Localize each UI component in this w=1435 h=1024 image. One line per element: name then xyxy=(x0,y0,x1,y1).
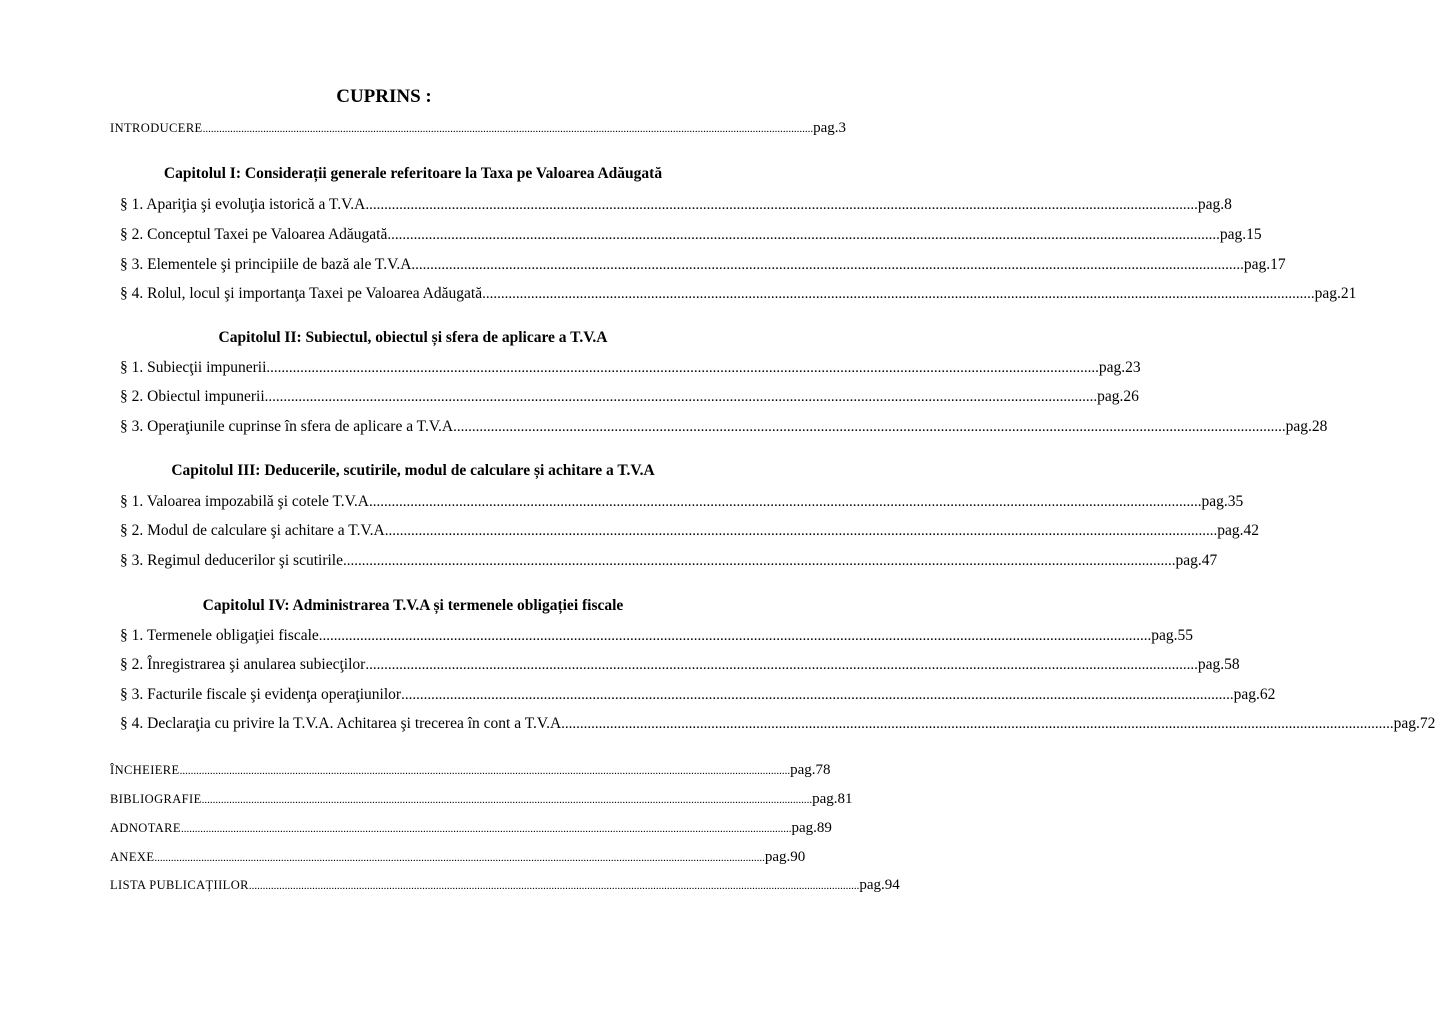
chapter-title-2: Capitolul II: Subiectul, obiectul și sfera de aplicare a T.V.A xyxy=(218,329,608,346)
toc-entry-label: § 4. Rolul, locul şi importanţa Taxei pe Valoarea Adăugată xyxy=(120,285,483,302)
dot-leader: .............................................................................................................................................................................................................................. xyxy=(368,494,1202,510)
toc-entry-label: § 2. Obiectul impunerii xyxy=(120,388,265,405)
dot-leader: .............................................................................................................................................................................................................................. xyxy=(365,197,1198,213)
dot-leader: .............................................................................................................................................................................................................................. xyxy=(264,389,1098,405)
toc-entry-label: § 2. Modul de calculare şi achitare a T.V.A xyxy=(120,522,385,539)
toc-entry-label: INTRODUCERE xyxy=(110,121,203,135)
dot-leader: .............................................................................................................................................................................................................................. xyxy=(154,852,765,864)
chapter-title-3: Capitolul III: Deducerile, scutirile, modul de calculare și achitare a T.V.A xyxy=(171,462,655,479)
toc-entry-label: § 1. Valoarea impozabilă şi cotele T.V.A xyxy=(120,493,369,510)
toc-entry-lista-publicatiilor[interactable] xyxy=(110,877,900,894)
toc-entry-label: § 1. Subiecţii impunerii xyxy=(120,359,267,376)
toc-entry-2-3[interactable] xyxy=(120,418,1328,436)
toc-entry-4-2[interactable] xyxy=(120,656,1240,674)
toc-entry-label: LISTA PUBLICAȚIILOR xyxy=(110,878,249,892)
dot-leader: .............................................................................................................................................................................................................................. xyxy=(248,880,860,892)
dot-leader: .............................................................................................................................................................................................................................. xyxy=(266,360,1099,376)
toc-entry-page: pag.90 xyxy=(764,849,806,865)
toc-entry-4-3[interactable] xyxy=(120,686,1276,704)
toc-entry-page: pag.3 xyxy=(813,120,847,136)
dot-leader: .............................................................................................................................................................................................................................. xyxy=(201,794,813,806)
toc-entry-bibliografie[interactable] xyxy=(110,791,853,808)
dot-leader: .............................................................................................................................................................................................................................. xyxy=(561,716,1394,732)
toc-entry-label: ADNOTARE xyxy=(110,821,181,835)
toc-entry-page: pag.78 xyxy=(790,762,831,778)
toc-entry-label: § 1. Apariţia şi evoluţia istorică a T.V.A xyxy=(120,196,366,213)
toc-entry-1-4[interactable] xyxy=(120,285,1357,303)
toc-entry-page: pag.21 xyxy=(1314,285,1357,302)
chapter-title-1: Capitolul I: Considerații generale referitoare la Taxa pe Valoarea Adăugată xyxy=(163,165,663,182)
toc-entry-label: ANEXE xyxy=(110,850,155,864)
dot-leader: .............................................................................................................................................................................................................................. xyxy=(482,286,1315,302)
toc-entry-page: pag.35 xyxy=(1201,493,1244,510)
toc-entry-page: pag.23 xyxy=(1098,359,1141,376)
toc-entry-page: pag.8 xyxy=(1197,196,1232,213)
toc-entry-label: § 3. Facturile fiscale şi evidenţa operaţiunilor xyxy=(120,686,402,703)
toc-entry-4-1[interactable] xyxy=(120,627,1194,645)
chapter-title-4: Capitolul IV: Administrarea T.V.A și termenele obligației fiscale xyxy=(202,597,624,614)
dot-leader: .............................................................................................................................................................................................................................. xyxy=(318,628,1152,644)
toc-entry-page: pag.94 xyxy=(859,877,900,893)
page-title: CUPRINS : xyxy=(336,86,432,107)
toc-entry-introducere[interactable] xyxy=(110,120,847,137)
toc-entry-page: pag.81 xyxy=(812,791,853,807)
toc-entry-label: § 3. Regimul deducerilor şi scutirile xyxy=(120,552,343,569)
toc-entry-adnotare[interactable] xyxy=(110,820,832,837)
toc-entry-label: § 3. Elementele şi principiile de bază ale T.V.A xyxy=(120,256,412,273)
dot-leader: .............................................................................................................................................................................................................................. xyxy=(411,257,1244,273)
toc-entry-page: pag.17 xyxy=(1243,256,1286,273)
toc-entry-1-1[interactable] xyxy=(120,196,1232,214)
toc-entry-2-2[interactable] xyxy=(120,388,1139,406)
dot-leader: .............................................................................................................................................................................................................................. xyxy=(202,123,814,135)
toc-entry-page: pag.58 xyxy=(1197,656,1240,673)
toc-entry-page: pag.55 xyxy=(1151,627,1194,644)
toc-entry-page: pag.47 xyxy=(1175,552,1218,569)
toc-entry-1-3[interactable] xyxy=(120,256,1286,274)
toc-entry-page: pag.42 xyxy=(1217,522,1259,539)
toc-entry-label: § 4. Declaraţia cu privire la T.V.A. Achitarea şi trecerea în cont a T.V.A xyxy=(120,715,562,732)
toc-entry-label: § 1. Termenele obligaţiei fiscale xyxy=(120,627,319,644)
toc-entry-4-4[interactable] xyxy=(120,715,1435,733)
toc-entry-3-1[interactable] xyxy=(120,493,1244,511)
toc-entry-2-1[interactable] xyxy=(120,359,1141,377)
toc-entry-page: pag.89 xyxy=(791,820,832,836)
dot-leader: .............................................................................................................................................................................................................................. xyxy=(179,765,791,777)
dot-leader: .............................................................................................................................................................................................................................. xyxy=(342,553,1176,569)
toc-entry-page: pag.72 xyxy=(1393,715,1435,732)
toc-entry-label: BIBLIOGRAFIE xyxy=(110,792,202,806)
toc-entry-3-3[interactable] xyxy=(120,552,1218,570)
toc-entry-page: pag.15 xyxy=(1219,226,1262,243)
dot-leader: .............................................................................................................................................................................................................................. xyxy=(365,657,1198,673)
dot-leader: .............................................................................................................................................................................................................................. xyxy=(401,687,1234,703)
dot-leader: .............................................................................................................................................................................................................................. xyxy=(387,227,1220,243)
toc-entry-label: § 3. Operaţiunile cuprinse în sfera de aplicare a T.V.A xyxy=(120,418,454,435)
toc-entry-page: pag.28 xyxy=(1285,418,1328,435)
toc-entry-page: pag.26 xyxy=(1097,388,1139,405)
toc-entry-label: § 2. Conceptul Taxei pe Valoarea Adăugată xyxy=(120,226,388,243)
toc-entry-3-2[interactable] xyxy=(120,522,1259,540)
toc-entry-label: § 2. Înregistrarea şi anularea subiecţilor xyxy=(120,656,366,673)
dot-leader: .............................................................................................................................................................................................................................. xyxy=(453,419,1286,435)
toc-entry-1-2[interactable] xyxy=(120,226,1262,244)
toc-entry-page: pag.62 xyxy=(1233,686,1276,703)
dot-leader: .............................................................................................................................................................................................................................. xyxy=(384,523,1218,539)
toc-entry-label: ÎNCHEIERE xyxy=(110,763,180,777)
toc-entry-incheiere[interactable] xyxy=(110,762,831,779)
dot-leader: .............................................................................................................................................................................................................................. xyxy=(180,823,792,835)
toc-entry-anexe[interactable] xyxy=(110,849,806,866)
